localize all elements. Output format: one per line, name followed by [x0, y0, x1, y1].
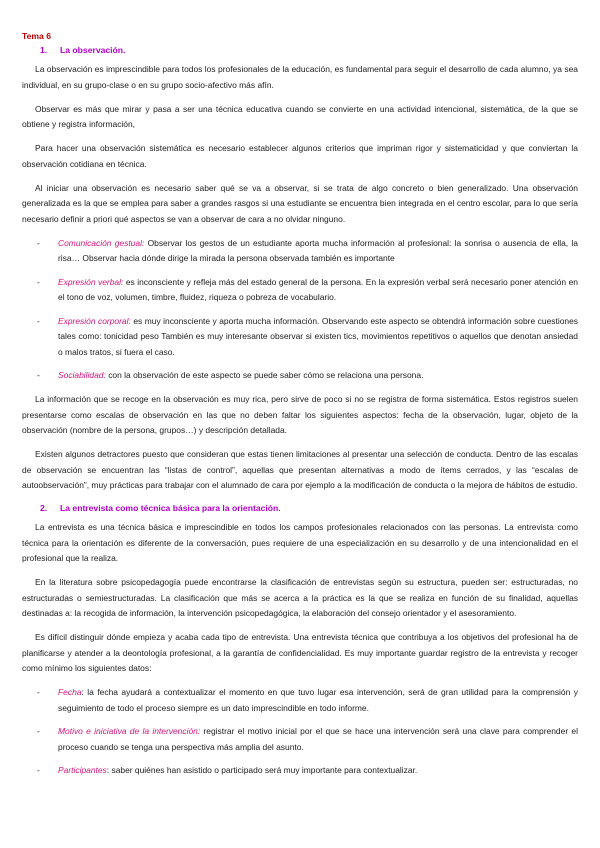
section-1-heading [40, 44, 578, 56]
list-item [22, 763, 578, 779]
list-item-term: Expresión corporal: [58, 315, 131, 326]
list-item [22, 368, 578, 384]
paragraph: Para hacer una observación sistemática es necesario establecer algunos criterios que impriman rigor y sistematicidad y que conviertan la observación cotidiana en técnica. [22, 143, 578, 169]
list-item [22, 685, 578, 716]
list-item-term: Expresión verbal: [58, 276, 124, 287]
section-2-number: 2. [40, 503, 48, 513]
list-item-text: : la fecha ayudará a contextualizar el momento en que tuvo lugar esa intervención, será de gran utilidad para la comprensión y seguimiento de todo el proceso siempre es un dato imprescindible en todo informe. [58, 687, 578, 713]
paragraph: La observación es imprescindible para todos los profesionales de la educación, es fundamental para seguir el desarrollo de cada alumno, ya sea individual, en su grupo-clase o en su grupo socio-afectivo más afín. [22, 64, 578, 90]
bullet-dash: - [37, 687, 40, 697]
observation-aspects-list [22, 236, 578, 384]
list-item-term: Comunicación gestual: [58, 237, 145, 248]
list-item [22, 236, 578, 267]
paragraph: En la literatura sobre psicopedagogía puede encontrarse la clasificación de entrevistas según su estructura, pueden ser: estructuradas, no estructuradas o semiestructuradas. La clasificación que más se acerca a la práctica es la que se realiza en función de su finalidad, aquellas destinadas a: la recogida de información, la intervención psicopedagógica, la elaboración del consejo orientador y el asesoramiento. [22, 577, 578, 618]
interview-data-list [22, 685, 578, 779]
bullet-dash: - [37, 237, 40, 248]
paragraph: La información que se recoge en la observación es muy rica, pero sirve de poco si no se registra de forma sistemática. Estos registros suelen presentarse como escalas de observación en las que no deben faltar los siguientes aspectos: fecha de la observación, lugar, objeto de la observación (nombre de la persona, grupos…) y descripción detallada. [22, 394, 578, 435]
paragraph: La entrevista es una técnica básica e imprescindible en todos los campos profesionales relacionados con las personas. La entrevista como técnica para la orientación es diferente de la conversación, pues requiere de una especialización en su desarrollo y de una intencionalidad en el profesional que la realiza. [22, 522, 578, 563]
list-item-term: Sociabilidad: [58, 370, 106, 380]
list-item-text: registrar el motivo inicial por el que se hace una intervención será una clave para comprender el proceso cuando se tenga una perspectiva más amplia del asunto. [58, 726, 578, 752]
topic-label: Tema 6 [22, 31, 51, 41]
section-2-title: La entrevista como técnica básica para la orientación. [60, 503, 281, 513]
list-item-text: : saber quiénes han asistido o participado será muy importante para contextualizar. [106, 765, 418, 775]
list-item-term: Motivo e iniciativa de la intervención: [58, 726, 201, 736]
list-item [22, 314, 578, 361]
list-item-text: Observar los gestos de un estudiante aporta mucha información al profesional: la sonrisa o ausencia de ella, la risa… Observar hacia dónde dirige la mirada la persona observada también es importante [58, 237, 578, 263]
list-item-term: Participantes [58, 765, 107, 775]
section-2-heading [40, 502, 578, 514]
paragraph: Observar es más que mirar y pasa a ser una técnica educativa cuando se convierte en una actividad intencional, sistemática, de la que se obtiene y registra información, [22, 103, 578, 129]
paragraph: Al iniciar una observación es necesario saber qué se va a observar, si se trata de algo concreto o bien generalizado. Una observación generalizada es la que se emplea para saber a grandes rasgos si una estudiante se encuentra bien integrada en el centro escolar, para lo que sería necesario definir a priori qué aspectos se van a observar de cara a no olvidar ninguno. [22, 182, 578, 224]
bullet-dash: - [37, 315, 40, 326]
section-1-number: 1. [40, 45, 48, 55]
paragraph: Es difícil distinguir dónde empieza y acaba cada tipo de entrevista. Una entrevista técnica que contribuya a los objetivos del profesional ha de planificarse y atender a la deontología profesional, a la garantía de confidencialidad. Es muy importante guardar registro de la entrevista y recoger como mínimo los siguientes datos: [22, 632, 578, 673]
bullet-dash: - [37, 370, 40, 380]
list-item-text: es muy inconsciente y aporta mucha información. Observando este aspecto se obtendrá información sobre cuestiones tales como: tonicidad peso También es muy interesante observar si existen tics, movimientos repetitivos o aquellos que denotan ansiedad o malos tratos, si fuera el caso. [58, 315, 578, 357]
section-1-title: La observación. [60, 45, 126, 55]
list-item [22, 275, 578, 306]
paragraph: Existen algunos detractores puesto que consideran que estas tienen limitaciones al presentar una selección de conducta. Dentro de las escalas de observación se encuentran las “listas de control”, aquellas que presentan alternativas a modo de ítems cerrados, y las “escalas de autoobservación”, muy prácticas para trabajar con el alumnado de cara por ejemplo a la modificación de conducta o la mejora de hábitos de estudio. [22, 449, 578, 490]
bullet-dash: - [37, 276, 40, 287]
list-item-text: es inconsciente y refleja más del estado general de la persona. En la expresión verbal será necesario poner atención en el tono de voz, volumen, timbre, fluidez, riqueza o pobreza de vocabulario. [58, 276, 578, 302]
bullet-dash: - [37, 726, 40, 736]
list-item [22, 724, 578, 755]
list-item-text: con la observación de este aspecto se puede saber cómo se relaciona una persona. [105, 370, 424, 380]
bullet-dash: - [37, 765, 40, 775]
list-item-term: Fecha [58, 687, 82, 697]
